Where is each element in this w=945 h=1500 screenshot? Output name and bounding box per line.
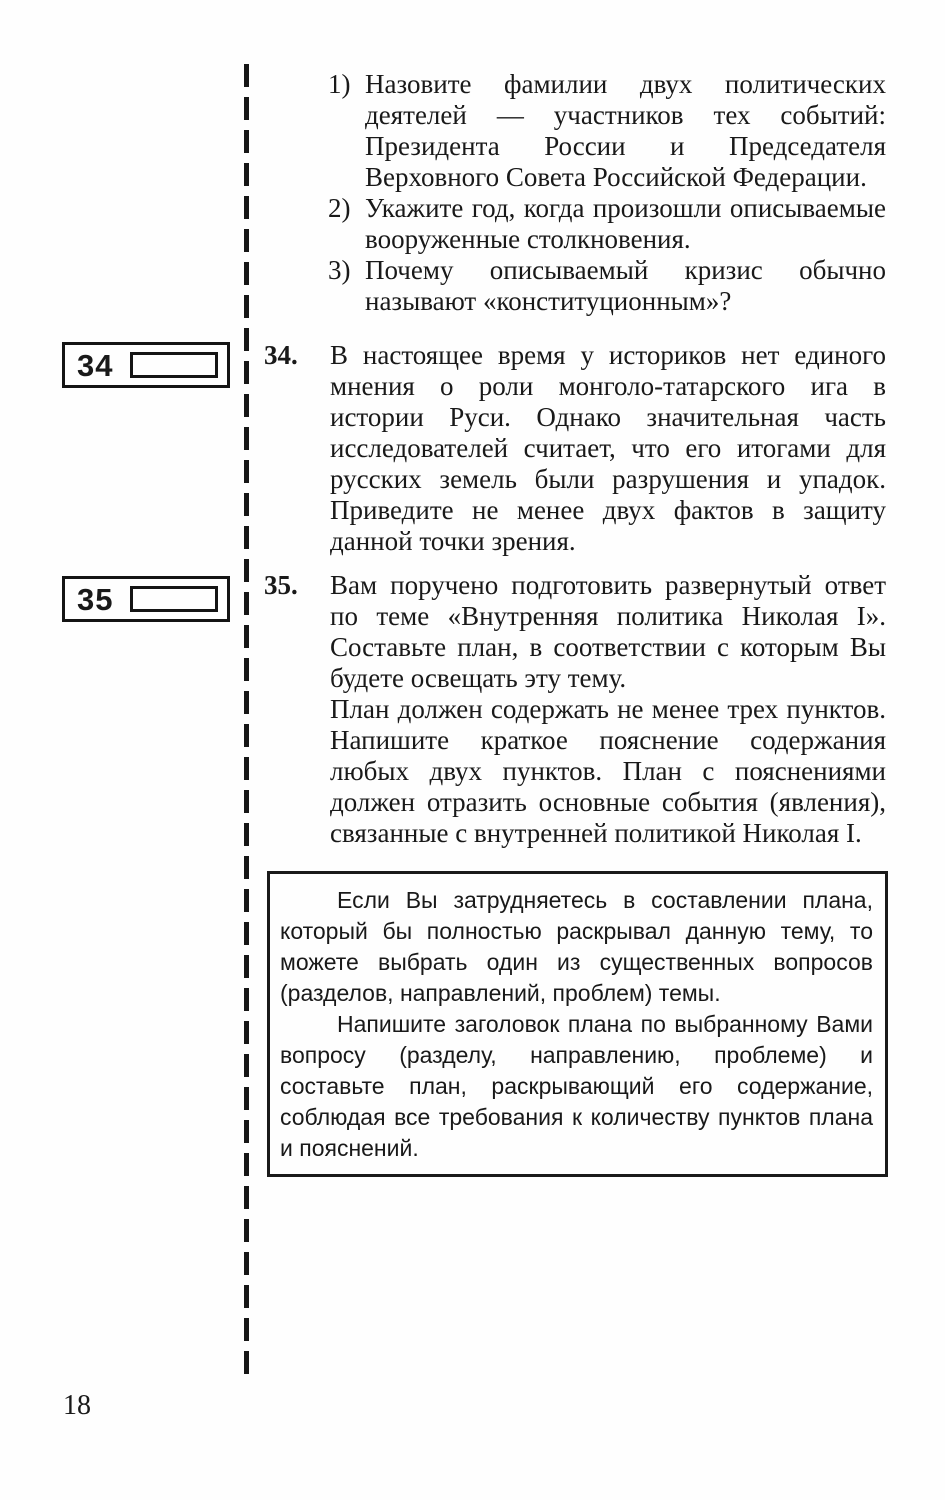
note-paragraph: Напишите заголовок плана по выбранному Вами вопросу (разделу, направлению, проблеме) и составьте план, раскрывающий его содержание, соблюдая все требования к количеству пунктов плана и пояснений. [280, 1011, 873, 1161]
question-35-number: 35. [264, 570, 298, 600]
question-35 [264, 570, 886, 849]
question-35-margin-box [62, 576, 230, 622]
question-34-text: В настоящее время у историков нет единого мнения о роли монголо-татарского ига в истории Руси. Однако значительная часть исследователей считает, что его итогами для русских земель были разрушения и упадок. Приведите не менее двух фактов в защиту данной точки зрения. [330, 340, 886, 556]
question-35-answer-slot [130, 586, 218, 612]
question-34 [264, 340, 886, 557]
list-item [328, 193, 886, 255]
question-35-text-paragraph: План должен содержать не менее трех пунктов. Напишите краткое пояснение содержания любых двух пунктов. План с пояснениями должен отразить основные события (явления), связанные с внутренней политикой Николая I. [330, 694, 886, 848]
question-35-text-paragraph: Вам поручено подготовить развернутый ответ по теме «Внутренняя политика Николая I». Составьте план, в соответствии с которым Вы будете освещать эту тему. [330, 570, 886, 693]
list-item [328, 69, 886, 193]
sub-question-list [328, 69, 886, 317]
question-35-margin-number: 35 [77, 581, 114, 617]
note-paragraph: Если Вы затрудняетесь в составлении плана, который бы полностью раскрывал данную тему, то можете выбрать один из существенных вопросов (разделов, направлений, проблем) темы. [280, 887, 873, 1006]
list-item-text: Укажите год, когда произошли описываемые вооруженные столкновения. [365, 193, 886, 254]
list-item-marker: 1) [328, 69, 351, 99]
list-item-marker: 2) [328, 193, 351, 223]
question-34-margin-box [62, 342, 230, 388]
list-item-text: Назовите фамилии двух политических деятелей — участников тех событий: Президента России и Председателя Верховного Совета Российской Федерации. [365, 69, 886, 192]
margin-dashed-rule [244, 64, 249, 1378]
question-34-answer-slot [130, 352, 218, 378]
instruction-note-box [267, 871, 888, 1177]
list-item [328, 255, 886, 317]
list-item-text: Почему описываемый кризис обычно называют «конституционным»? [365, 255, 886, 316]
page-number: 18 [63, 1390, 91, 1421]
question-34-margin-number: 34 [77, 347, 114, 383]
question-34-number: 34. [264, 340, 298, 370]
list-item-marker: 3) [328, 255, 351, 285]
